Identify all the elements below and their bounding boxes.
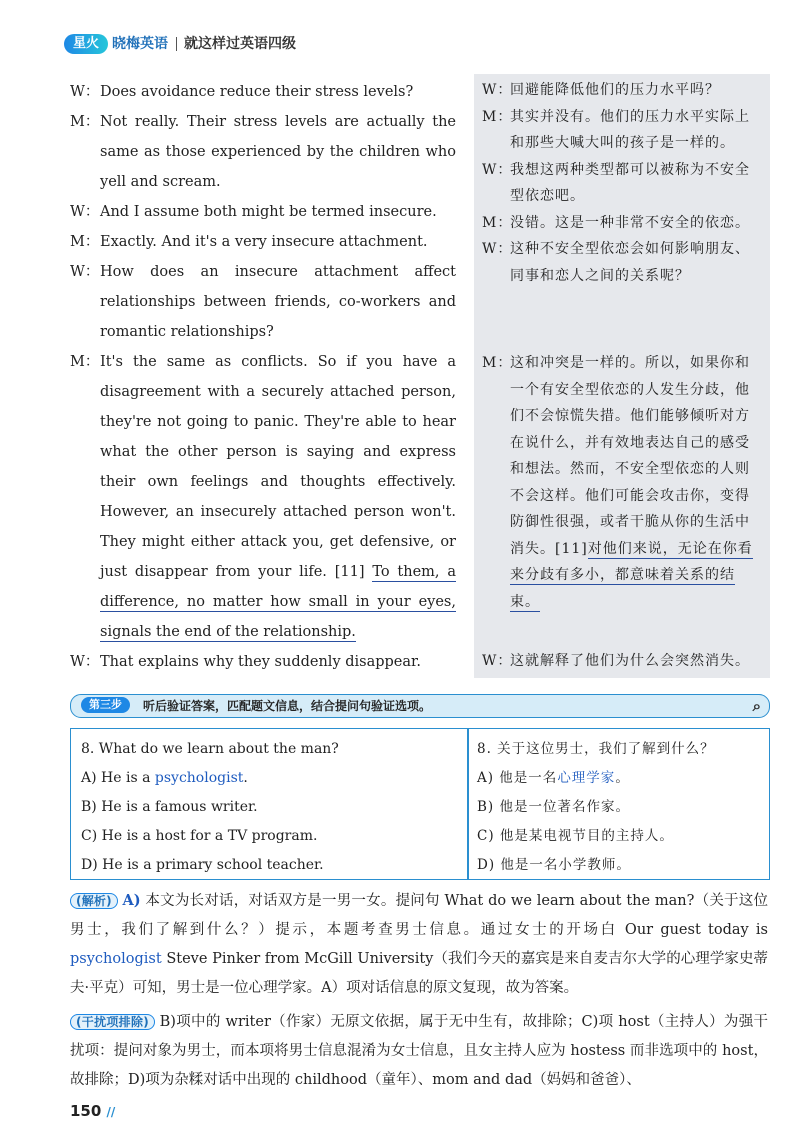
question-zh	[477, 735, 715, 880]
dialogue-line: M： Not really. Their stress levels are actually the same as those experienced by the children who yell and scream.	[70, 114, 456, 190]
option: C) He is a host for a TV program.	[81, 828, 318, 844]
step-label: 第三步	[81, 697, 130, 713]
question-en	[81, 735, 339, 880]
dialogue-line: W： 回避能降低他们的压力水平吗？	[482, 82, 720, 98]
key-sentence-zh: 对他们来说，无论在你看来分歧有多小，都意味着关系的结束。	[510, 540, 753, 610]
logo: 星火	[64, 34, 108, 54]
dialogue-line: W： 我想这两种类型都可以被称为不安全型依恋吧。	[482, 161, 750, 204]
dialogue-line: M： Exactly. And it's a very insecure attachment.	[70, 234, 428, 250]
option: C) 他是某电视节目的主持人。	[477, 828, 674, 844]
page-number: 150 //	[70, 1102, 116, 1120]
step-bar	[70, 694, 770, 718]
dialogue-zh-cont	[482, 350, 764, 615]
dialogue-line: W： How does an insecure attachment affect relationships between friends, co-workers and romantic relationships?	[70, 264, 456, 340]
analysis-tag: (解析)	[70, 893, 118, 909]
book-title: 就这样过英语四级	[184, 36, 296, 52]
dialogue-line: W： 这就解释了他们为什么会突然消失。	[482, 653, 750, 669]
dialogue-line: M： It's the same as conflicts. So if you have a disagreement with a securely attached person, they're not going to panic. They're able to hear what the other person is saying and express their own feelings and thoughts effectively. However, an insecurely attached person won't. They might either attack you, get defensive, or just disappear from your life. [11] To them, a difference, no matter how small in your eyes, signals the end of the relationship.	[70, 354, 456, 640]
answer: A)	[122, 892, 141, 909]
question-box	[70, 728, 770, 880]
dialogue-line: W： That explains why they suddenly disappear.	[70, 654, 421, 670]
search-icon: ⌕	[752, 697, 761, 715]
divider	[467, 729, 469, 879]
dialogue-line: W： Does avoidance reduce their stress levels?	[70, 84, 414, 100]
dialogue-zh	[482, 77, 764, 289]
brand-name: 晓梅英语	[112, 36, 168, 52]
step-text: 听后验证答案，匹配题文信息，结合提问句验证选项。	[143, 699, 432, 713]
dialogue-line: W： And I assume both might be termed insecure.	[70, 204, 437, 220]
divider	[176, 37, 177, 51]
option: A) He is a psychologist.	[81, 770, 248, 786]
distractor-tag: (干扰项排除)	[70, 1014, 155, 1030]
key-sentence: To them, a difference, no matter how small in your eyes, signals the end of the relationship.	[100, 564, 456, 640]
option: D) He is a primary school teacher.	[81, 857, 324, 873]
dialogue-line: M： 没错。这是一种非常不安全的依恋。	[482, 214, 750, 231]
dialogue-zh-last	[482, 648, 764, 675]
option: B) 他是一位著名作家。	[477, 799, 630, 815]
option: B) He is a famous writer.	[81, 799, 258, 815]
page-header	[0, 0, 800, 58]
dialogue-line: W： 这种不安全型依恋会如何影响朋友、同事和恋人之间的关系呢？	[482, 241, 750, 284]
option: D) 他是一名小学教师。	[477, 857, 631, 873]
dialogue-line: M： 这和冲突是一样的。所以，如果你和一个有安全型依恋的人发生分歧，他们不会惊慌失措。他们能够倾听对方在说什么，并有效地表达自己的感受和想法。然而，不安全型依恋的人则不会这样。他们可能会攻击你，变得防御性很强，或者干脆从你的生活中消失。[11]对他们来说，无论在你看来分歧有多小，都意味着关系的结束。	[482, 355, 753, 610]
dialogue-en	[70, 77, 456, 677]
question-stem: 8. What do we learn about the man?	[81, 741, 339, 757]
distractor-analysis: (干扰项排除) B)项中的 writer（作家）无原文依据，属于无中生有，故排除；C)项 host（主持人）为强干扰项：提问对象为男士，而本项将男士信息混淆为女士信息，且女主持人应为 hostess 而非选项中的 host，故排除；D)项为杂糅对话中出现的 childhood（童年）、mom and dad（妈妈和爸爸）、	[70, 1014, 768, 1088]
dialogue-line: M： 其实并没有。他们的压力水平实际上和那些大喊大叫的孩子是一样的。	[482, 108, 750, 151]
option: A) 他是一名心理学家。	[477, 770, 630, 786]
analysis: (解析) A) 本文为长对话，对话双方是一男一女。提问句 What do we learn about the man?（关于这位男士，我们了解到什么？）提示，本题考查男士信息。通过女士的开场白 Our guest today is psychologist Steve Pinker from McGill University（我们今天的嘉宾是来自麦吉尔大学的心理学家史蒂夫·平克）可知，男士是一位心理学家。A）项对话信息的原文复现，故为答案。	[70, 892, 768, 996]
question-stem: 8. 关于这位男士，我们了解到什么？	[477, 741, 715, 757]
